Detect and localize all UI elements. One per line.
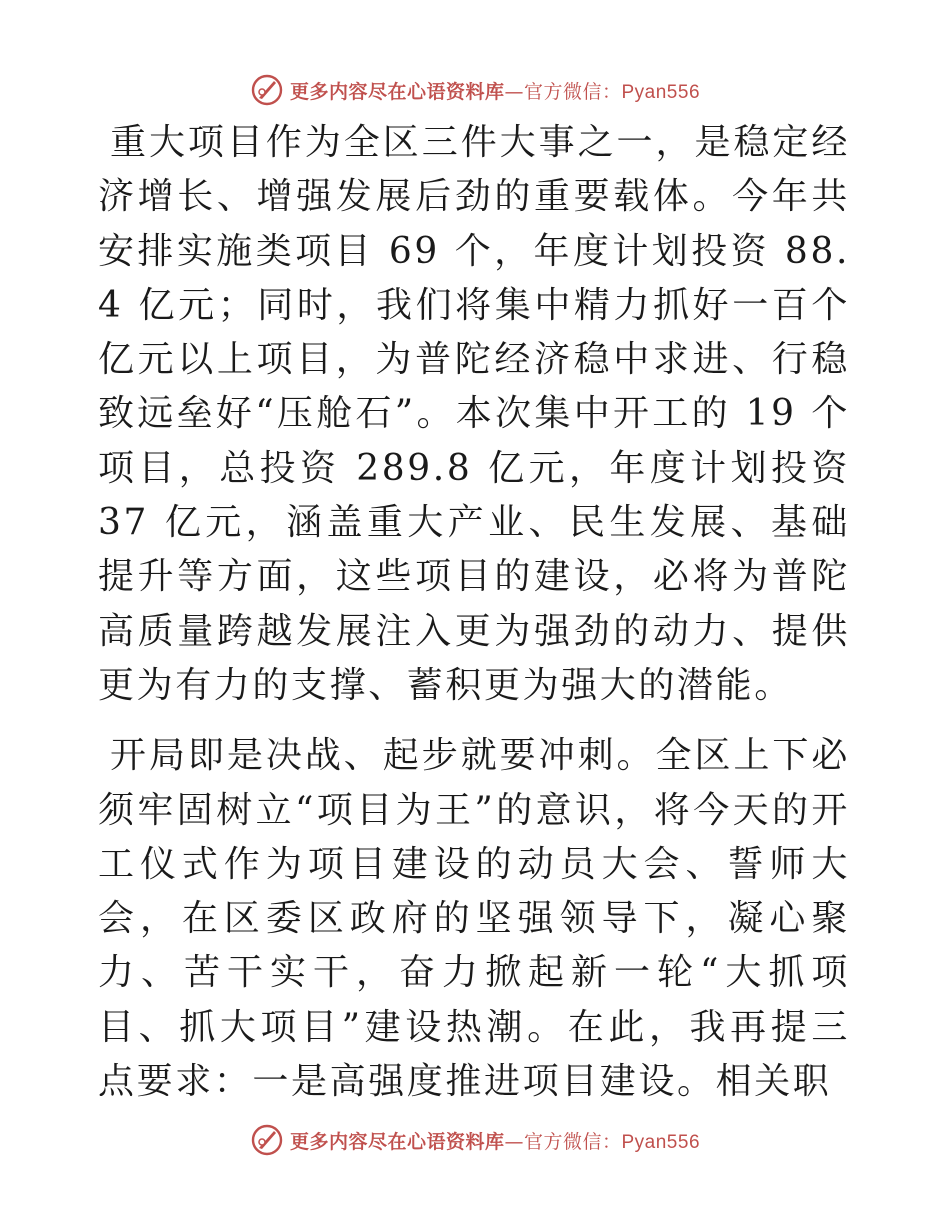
watermark-wechat-id: Pyan556: [621, 81, 701, 103]
quill-circle-icon: [250, 1123, 284, 1157]
watermark-site: 更多内容尽在心语资料库: [289, 1130, 505, 1153]
quill-circle-icon: [250, 73, 284, 107]
watermark-separator: —: [504, 1130, 524, 1153]
watermark-wechat-label: 官方微信：: [523, 80, 622, 103]
watermark-wechat-id: Pyan556: [621, 1131, 701, 1153]
watermark-site: 更多内容尽在心语资料库: [289, 80, 505, 103]
header-watermark: [0, 70, 950, 110]
watermark-text: [290, 77, 700, 104]
footer-watermark: [0, 1120, 950, 1160]
document-body: [98, 116, 850, 1125]
paragraph-2: 开局即是决战、起步就要冲刺。全区上下必须牢固树立“项目为王”的意识，将今天的开工仪式作为项目建设的动员大会、誓师大会，在区委区政府的坚强领导下，凝心聚力、苦干实干，奋力掀起新一轮“大抓项目、抓大项目”建设热潮。在此，我再提三点要求：一是高强度推进项目建设。相关职: [98, 735, 850, 1103]
watermark-text: [290, 1127, 700, 1154]
watermark-separator: —: [504, 80, 524, 103]
paragraph-1: 重大项目作为全区三件大事之一，是稳定经济增长、增强发展后劲的重要载体。今年共安排实施类项目 69 个，年度计划投资 88.4 亿元；同时，我们将集中精力抓好一百个亿元以上项目，为普陀经济稳中求进、行稳致远垒好“压舱石”。本次集中开工的 19 个项目，总投资 289.8 亿元，年度计划投资 37 亿元，涵盖重大产业、民生发展、基础提升等方面，这些项目的建设，必将为普陀高质量跨越发展注入更为强劲的动力、提供更为有力的支撑、蓄积更为强大的潜能。: [98, 122, 850, 706]
watermark-wechat-label: 官方微信：: [523, 1130, 622, 1153]
